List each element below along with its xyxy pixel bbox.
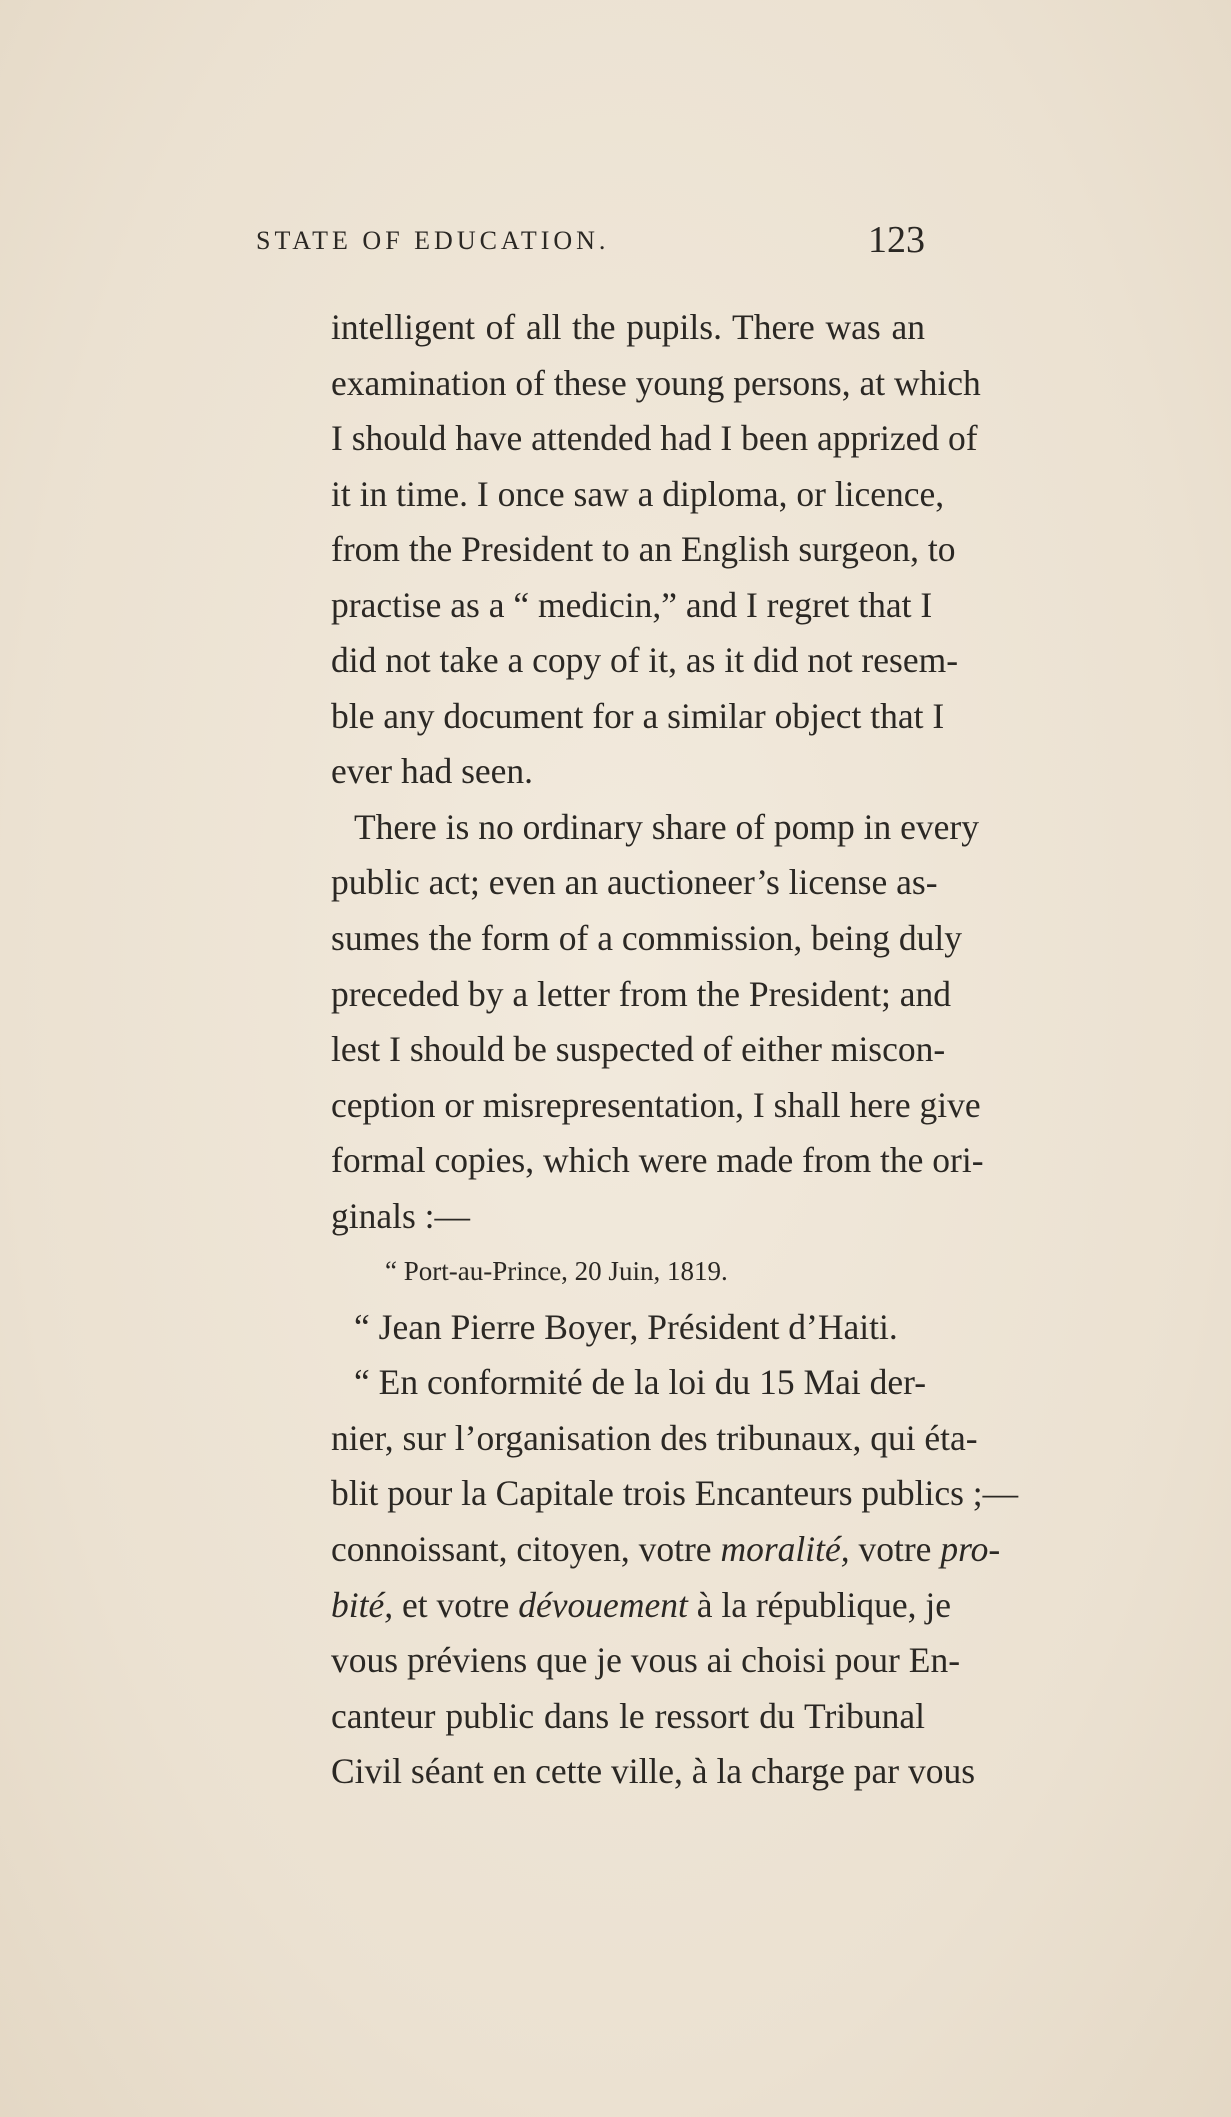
text-line: ception or misrepresentation, I shall here give bbox=[331, 1084, 981, 1125]
text-line bbox=[331, 1578, 952, 1634]
text-line: intelligent of all the pupils. There was an bbox=[331, 307, 925, 347]
text-line: practise as a “ medicin,” and I regret that I bbox=[331, 584, 933, 625]
text-line bbox=[331, 1522, 1001, 1578]
text-line: examination of these young persons, at which bbox=[331, 362, 981, 403]
text-line: sumes the form of a commission, being duly bbox=[331, 918, 963, 959]
body-text bbox=[331, 300, 1019, 1800]
letter-sender: “ Jean Pierre Boyer, Président d’Haiti. bbox=[354, 1306, 898, 1347]
text-line: formal copies, which were made from the ori- bbox=[331, 1140, 984, 1181]
text-segment: et votre bbox=[393, 1584, 519, 1625]
text-line: I should have attended had I been apprized of bbox=[331, 418, 978, 459]
text-line: vous préviens que je vous ai choisi pour En- bbox=[331, 1640, 961, 1681]
page-header bbox=[256, 218, 925, 268]
text-line: There is no ordinary share of pomp in every bbox=[354, 806, 979, 847]
text-line: Civil séant en cette ville, à la charge par vous bbox=[331, 1751, 976, 1792]
text-line: from the President to an English surgeon, to bbox=[331, 529, 956, 570]
text-line: did not take a copy of it, as it did not resem- bbox=[331, 640, 959, 681]
text-line: nier, sur l’organisation des tribunaux, qui éta- bbox=[331, 1417, 978, 1458]
italic-word: bité, bbox=[331, 1584, 394, 1625]
text-segment: connoissant, citoyen, votre bbox=[331, 1529, 721, 1570]
text-line: “ En conformité de la loi du 15 Mai der- bbox=[354, 1362, 927, 1403]
text-line: lest I should be suspected of either miscon- bbox=[331, 1029, 946, 1070]
text-line: it in time. I once saw a diploma, or licence, bbox=[331, 473, 945, 514]
text-line: canteur public dans le ressort du Tribunal bbox=[331, 1695, 925, 1736]
italic-word: moralité, bbox=[720, 1529, 850, 1570]
text-line: preceded by a letter from the President; and bbox=[331, 973, 952, 1014]
letter-dateline: “ Port-au-Prince, 20 Juin, 1819. bbox=[385, 1256, 728, 1287]
italic-word: pro- bbox=[940, 1529, 1001, 1570]
text-segment: votre bbox=[849, 1529, 941, 1570]
text-line: ble any document for a similar object that I bbox=[331, 695, 945, 736]
italic-word: dévouement bbox=[518, 1584, 688, 1625]
text-line: blit pour la Capitale trois Encanteurs publics ;— bbox=[331, 1473, 1019, 1514]
running-head: STATE OF EDUCATION. bbox=[256, 226, 610, 255]
text-line: ever had seen. bbox=[331, 751, 534, 792]
text-line: ginals :— bbox=[331, 1195, 471, 1236]
text-line: public act; even an auctioneer’s license as- bbox=[331, 862, 938, 903]
text-segment: à la république, je bbox=[687, 1584, 952, 1625]
page-number: 123 bbox=[868, 219, 925, 261]
